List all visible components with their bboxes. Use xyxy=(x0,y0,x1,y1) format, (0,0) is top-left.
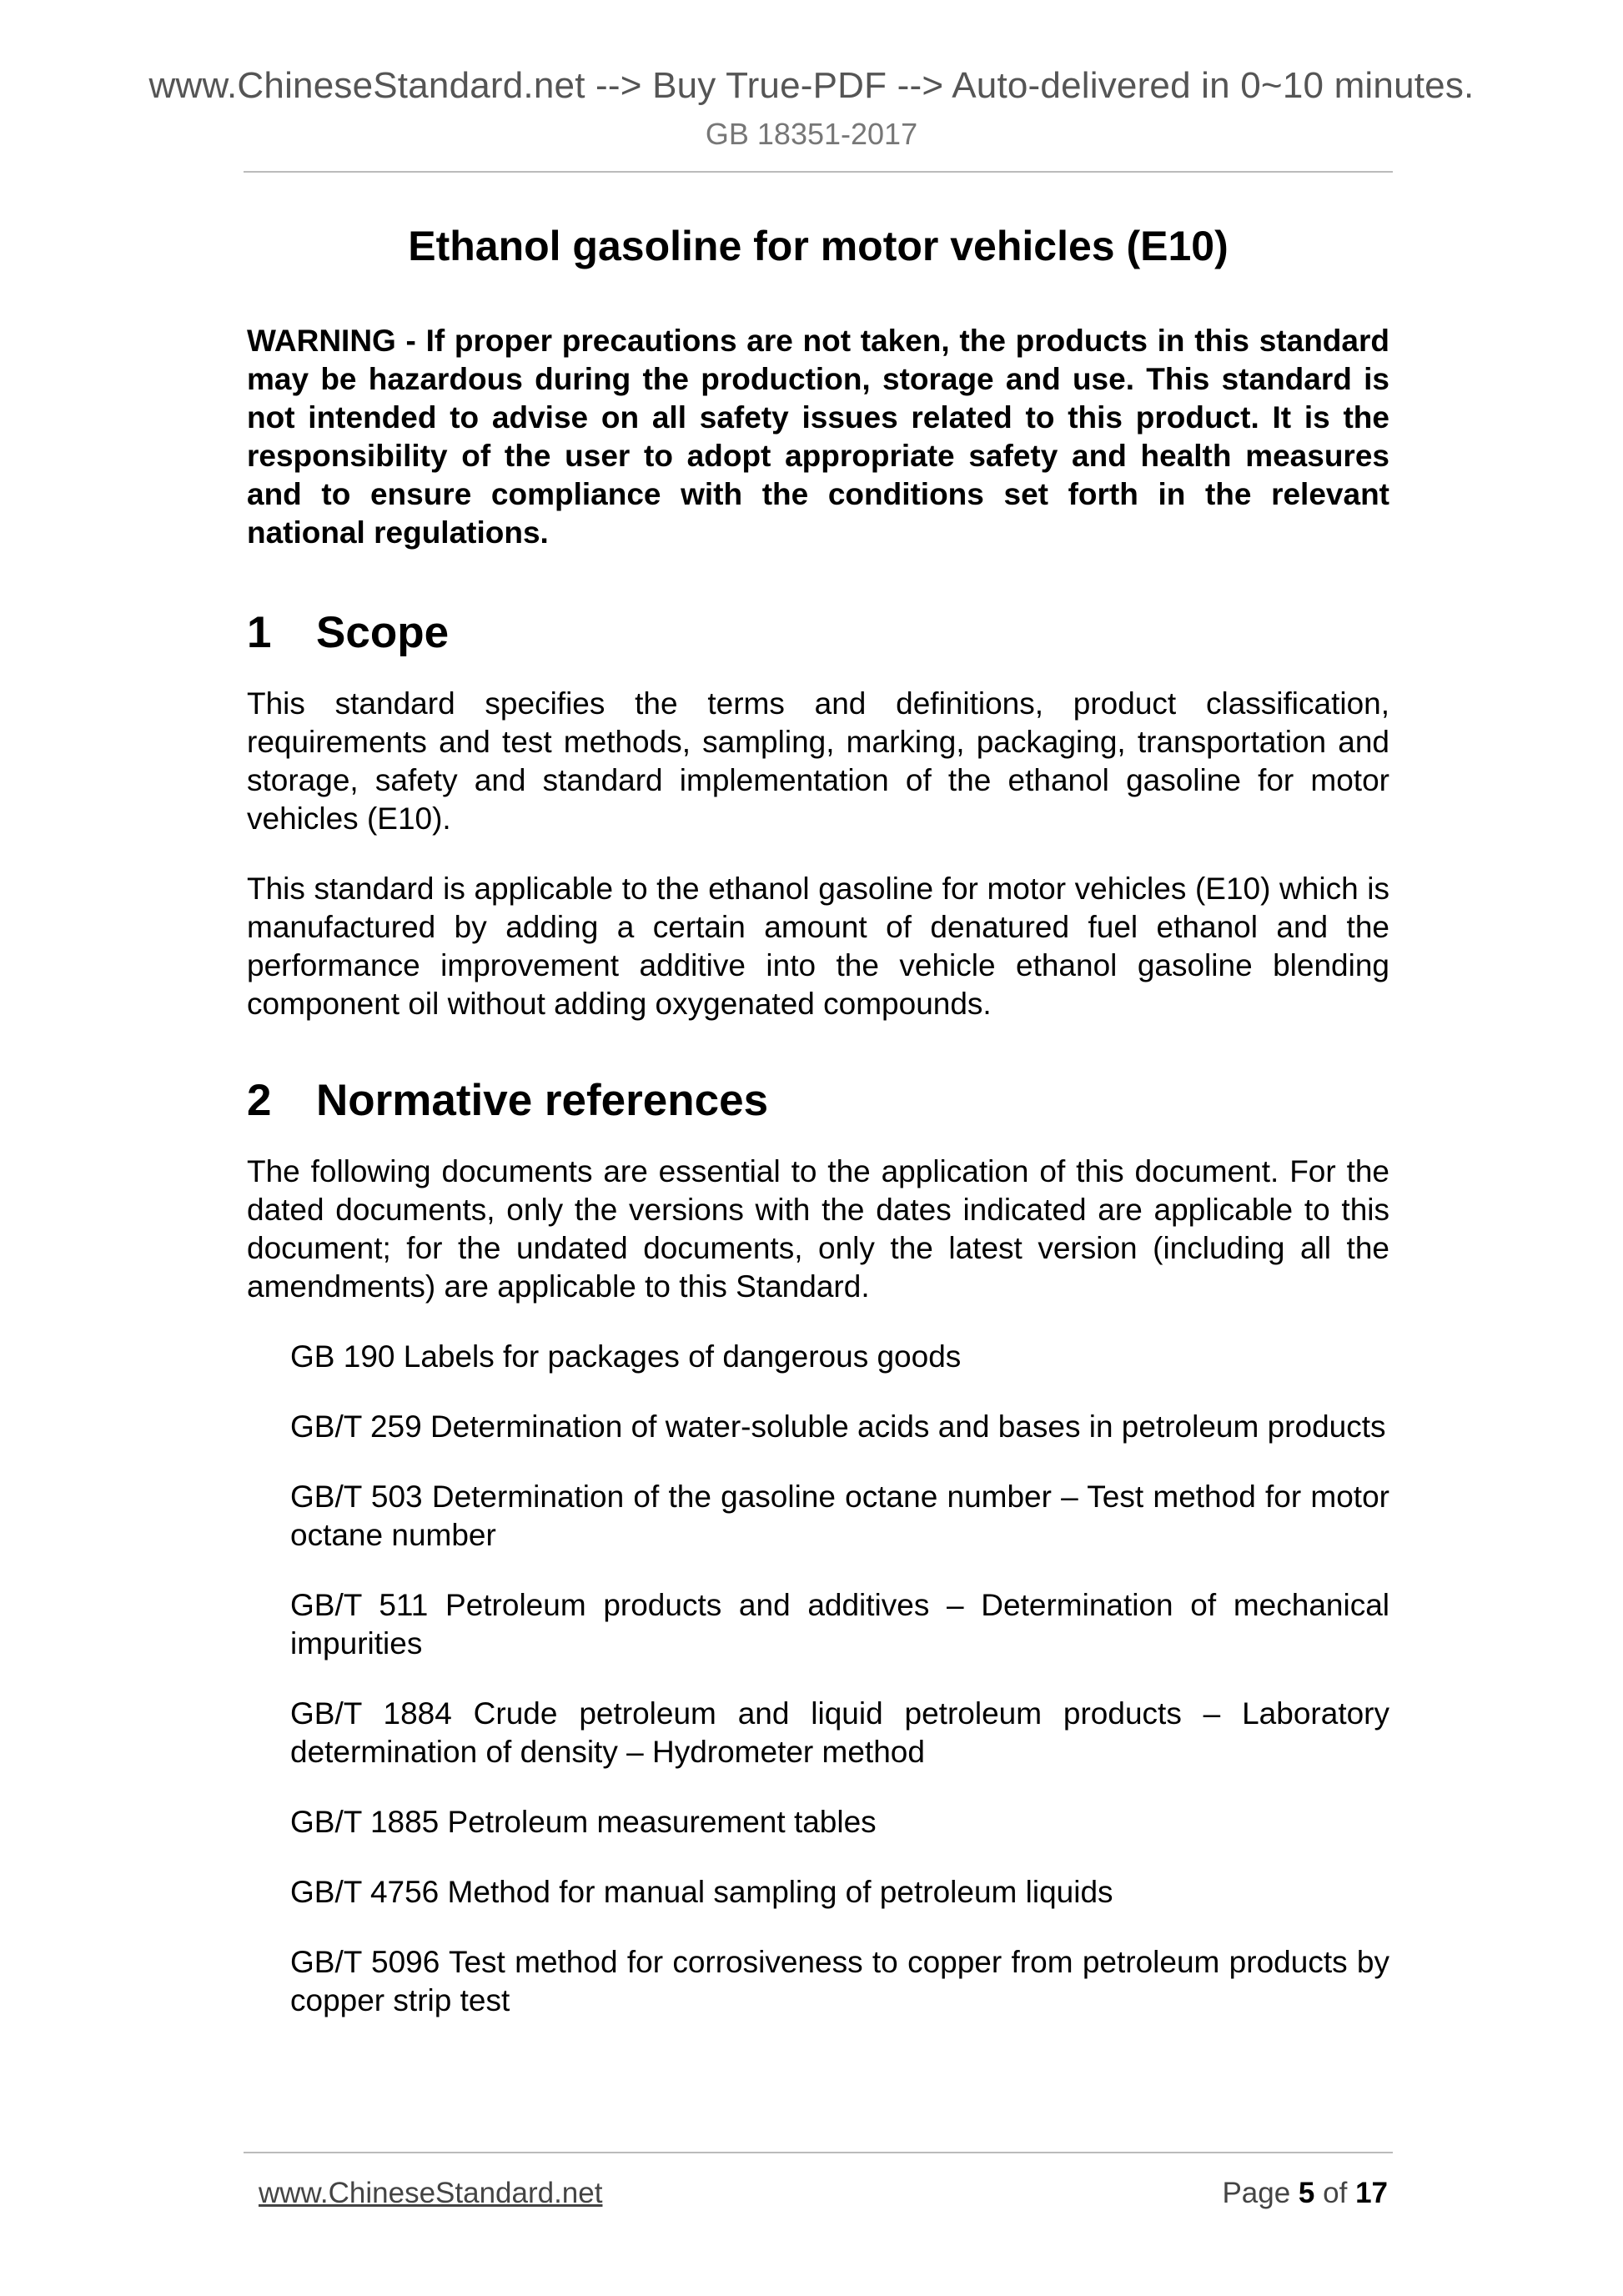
section-title: Normative references xyxy=(316,1076,769,1125)
page-label: Page xyxy=(1222,2177,1291,2209)
section-title: Scope xyxy=(316,608,450,657)
footer-divider xyxy=(244,2152,1393,2153)
page-current: 5 xyxy=(1298,2177,1315,2209)
footer-site-link[interactable]: www.ChineseStandard.net xyxy=(259,2177,603,2209)
standard-code: GB 18351-2017 xyxy=(705,117,918,151)
reference-item: GB/T 511 Petroleum products and additives – Determination of mechanical impurities xyxy=(290,1588,1389,1660)
reference-list xyxy=(247,1338,1389,2020)
reference-item: GB/T 4756 Method for manual sampling of petroleum liquids xyxy=(290,1875,1113,1909)
reference-item: GB 190 Labels for packages of dangerous goods xyxy=(290,1339,962,1374)
warning-paragraph: WARNING - If proper precautions are not taken, the products in this standard may be hazardous during the production, storage and use. This standard is not intended to advise on all safety issues related to this product. It is the responsibility of the user to adopt appropriate safety and health measures and to ensure compliance with the conditions set forth in the relevant national regulations. xyxy=(247,324,1389,550)
header-divider xyxy=(244,171,1393,173)
document-body xyxy=(247,222,1389,2052)
document-title: Ethanol gasoline for motor vehicles (E10) xyxy=(408,223,1229,269)
reference-item: GB/T 1885 Petroleum measurement tables xyxy=(290,1805,877,1839)
reference-item: GB/T 1884 Crude petroleum and liquid petroleum products – Laboratory determination of density – Hydrometer method xyxy=(290,1696,1389,1769)
section-number: 2 xyxy=(247,1076,272,1125)
reference-item: GB/T 259 Determination of water-soluble acids and bases in petroleum products xyxy=(290,1409,1386,1444)
scope-paragraph: This standard is applicable to the ethanol gasoline for motor vehicles (E10) which is manufactured by adding a certain amount of denatured fuel ethanol and the performance improvement additive into the vehicle ethanol gasoline blending component oil without adding oxygenated compounds. xyxy=(247,872,1389,1021)
section-number: 1 xyxy=(247,608,272,657)
header-banner: www.ChineseStandard.net --> Buy True-PDF --> Auto-delivered in 0~10 minutes. xyxy=(148,65,1475,106)
page-indicator xyxy=(1222,2177,1388,2210)
references-intro-paragraph: The following documents are essential to the application of this document. For the dated documents, only the versions with the dates indicated are applicable to this document; for the undated documents, only the latest version (including all the amendments) are applicable to this Standard. xyxy=(247,1154,1389,1304)
page-total: 17 xyxy=(1355,2177,1388,2209)
section-heading-normative-references xyxy=(247,1075,1389,1126)
page-of: of xyxy=(1323,2177,1348,2209)
reference-item: GB/T 5096 Test method for corrosiveness to copper from petroleum products by copper strip test xyxy=(290,1945,1389,2017)
reference-item: GB/T 503 Determination of the gasoline octane number – Test method for motor octane number xyxy=(290,1480,1389,1552)
scope-paragraph: This standard specifies the terms and definitions, product classification, requirements and test methods, sampling, marking, packaging, transportation and storage, safety and standard implementation of the ethanol gasoline for motor vehicles (E10). xyxy=(247,686,1389,836)
section-heading-scope xyxy=(247,607,1389,658)
